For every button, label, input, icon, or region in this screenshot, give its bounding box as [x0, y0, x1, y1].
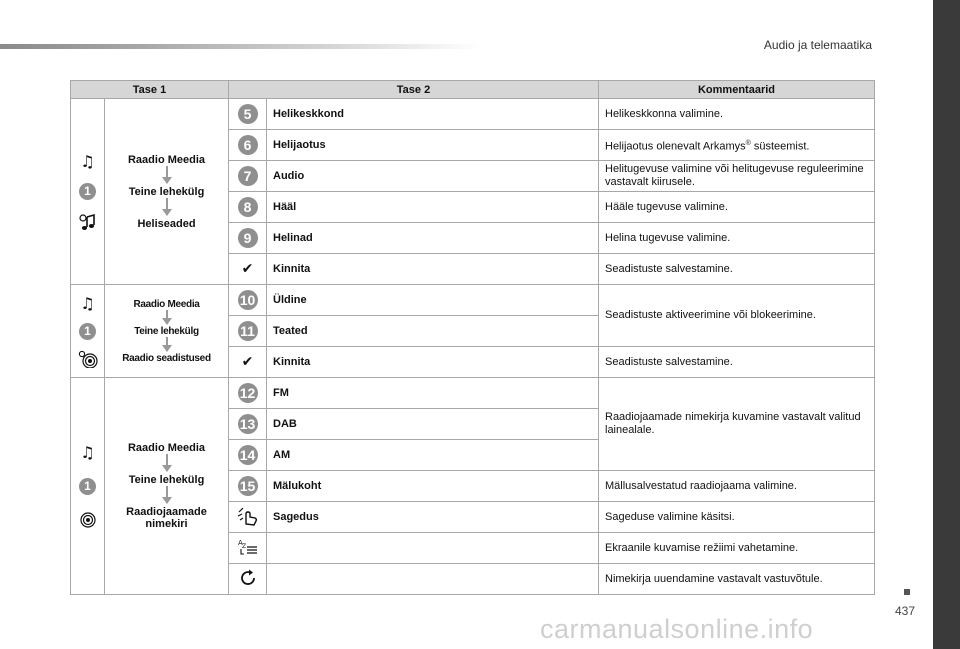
item-badge: 5 — [238, 104, 258, 124]
level1-item: Teine lehekülg — [128, 185, 205, 198]
level1-item: Raadio seadistused — [122, 352, 211, 364]
item-name: Sagedus — [267, 502, 599, 533]
item-comment: Seadistuste salvestamine. — [599, 347, 875, 378]
item-name: Teated — [267, 316, 599, 347]
svg-text:Z: Z — [241, 542, 246, 550]
table-row — [71, 99, 875, 130]
item-comment: Ekraanile kuvamise režiimi vahetamine. — [599, 533, 875, 564]
item-badge: 10 — [238, 290, 258, 310]
refresh-icon — [238, 579, 258, 591]
group-icons — [71, 285, 105, 378]
manual-tune-hand-icon — [237, 517, 259, 529]
music-note-icon: ♫ — [80, 151, 95, 171]
level1-item: Raadio Meedia — [133, 298, 200, 310]
arrow-down-icon — [162, 486, 172, 506]
item-comment: Seadistuste aktiveerimine või blokeerimine. — [599, 285, 875, 347]
arrow-down-icon — [162, 310, 172, 326]
item-name: Üldine — [267, 285, 599, 316]
music-note-icon: ♫ — [80, 294, 95, 313]
header-level1: Tase 1 — [71, 81, 229, 99]
item-name: Mälukoht — [267, 471, 599, 502]
item-name: Kinnita — [267, 254, 599, 285]
item-name — [267, 564, 599, 595]
arrow-down-icon — [162, 454, 172, 474]
level1-item: Teine lehekülg — [134, 325, 199, 337]
group-icons — [71, 99, 105, 285]
side-bar — [933, 0, 960, 649]
item-comment: Helina tugevuse valimine. — [599, 223, 875, 254]
item-name — [267, 533, 599, 564]
audio-settings-note-icon — [78, 213, 98, 231]
item-comment: Mällusalvestatud raadiojaama valimine. — [599, 471, 875, 502]
step-badge: 1 — [79, 323, 96, 340]
item-name: FM — [267, 378, 599, 409]
item-name: DAB — [267, 409, 599, 440]
item-name: Hääl — [267, 192, 599, 223]
header-comments: Kommentaarid — [599, 81, 875, 99]
step-badge: 1 — [79, 183, 96, 200]
item-badge: 8 — [238, 197, 258, 217]
item-comment: Hääle tugevuse valimine. — [599, 192, 875, 223]
page-number: 437 — [894, 604, 915, 618]
level1-item: Raadiojaamade nimekiri — [126, 506, 207, 530]
music-note-icon: ♫ — [80, 443, 95, 462]
item-badge: 15 — [238, 476, 258, 496]
item-comment: Sageduse valimine käsitsi. — [599, 502, 875, 533]
item-badge: 6 — [238, 135, 258, 155]
item-comment: Helikeskkonna valimine. — [599, 99, 875, 130]
item-name: Helijaotus — [267, 130, 599, 161]
level1-item: Heliseaded — [137, 217, 196, 230]
level1-path — [105, 285, 229, 378]
watermark: carmanualsonline.info — [540, 614, 814, 644]
item-badge: 9 — [238, 228, 258, 248]
level1-item: Raadio Meedia — [127, 153, 206, 166]
table-row — [71, 285, 875, 316]
check-icon: ✔ — [241, 261, 254, 277]
item-name: Helinad — [267, 223, 599, 254]
item-comment: Seadistuste salvestamine. — [599, 254, 875, 285]
item-comment: Helitugevuse valimine või helitugevuse reguleerimine vastavalt kiirusele. — [599, 161, 875, 192]
item-badge: 13 — [238, 414, 258, 434]
check-icon: ✔ — [241, 354, 254, 370]
page-marker — [904, 589, 910, 595]
arrow-down-icon — [162, 198, 172, 218]
item-name: AM — [267, 440, 599, 471]
svg-text:A: A — [237, 538, 243, 547]
arrow-down-icon — [162, 166, 172, 186]
header-title: Audio ja telemaatika — [763, 38, 872, 52]
radio-settings-icon — [78, 350, 98, 368]
item-name: Kinnita — [267, 347, 599, 378]
level1-path — [105, 378, 229, 595]
item-name: Helikeskkond — [267, 99, 599, 130]
radio-station-list-icon — [78, 511, 98, 529]
level1-path — [105, 99, 229, 285]
arrow-down-icon — [162, 337, 172, 353]
level1-item: Teine lehekülg — [128, 474, 205, 486]
level1-item: Raadio Meedia — [127, 442, 206, 454]
table-row — [71, 378, 875, 409]
item-badge: 11 — [238, 321, 258, 341]
item-badge: 7 — [238, 166, 258, 186]
step-badge: 1 — [79, 478, 96, 495]
item-name: Audio — [267, 161, 599, 192]
item-comment: Raadiojaamade nimekirja kuvamine vastavalt valitud lainealale. — [599, 378, 875, 471]
item-comment: Helijaotus olenevalt Arkamys® süsteemist. — [599, 130, 875, 161]
item-comment: Nimekirja uuendamine vastavalt vastuvõtule. — [599, 564, 875, 595]
header-rule — [0, 44, 480, 49]
settings-table — [70, 80, 875, 595]
display-mode-icon — [237, 538, 259, 560]
header-level2: Tase 2 — [229, 81, 599, 99]
item-badge: 12 — [238, 383, 258, 403]
item-badge: 14 — [238, 445, 258, 465]
table-header-row — [71, 81, 875, 99]
group-icons — [71, 378, 105, 595]
